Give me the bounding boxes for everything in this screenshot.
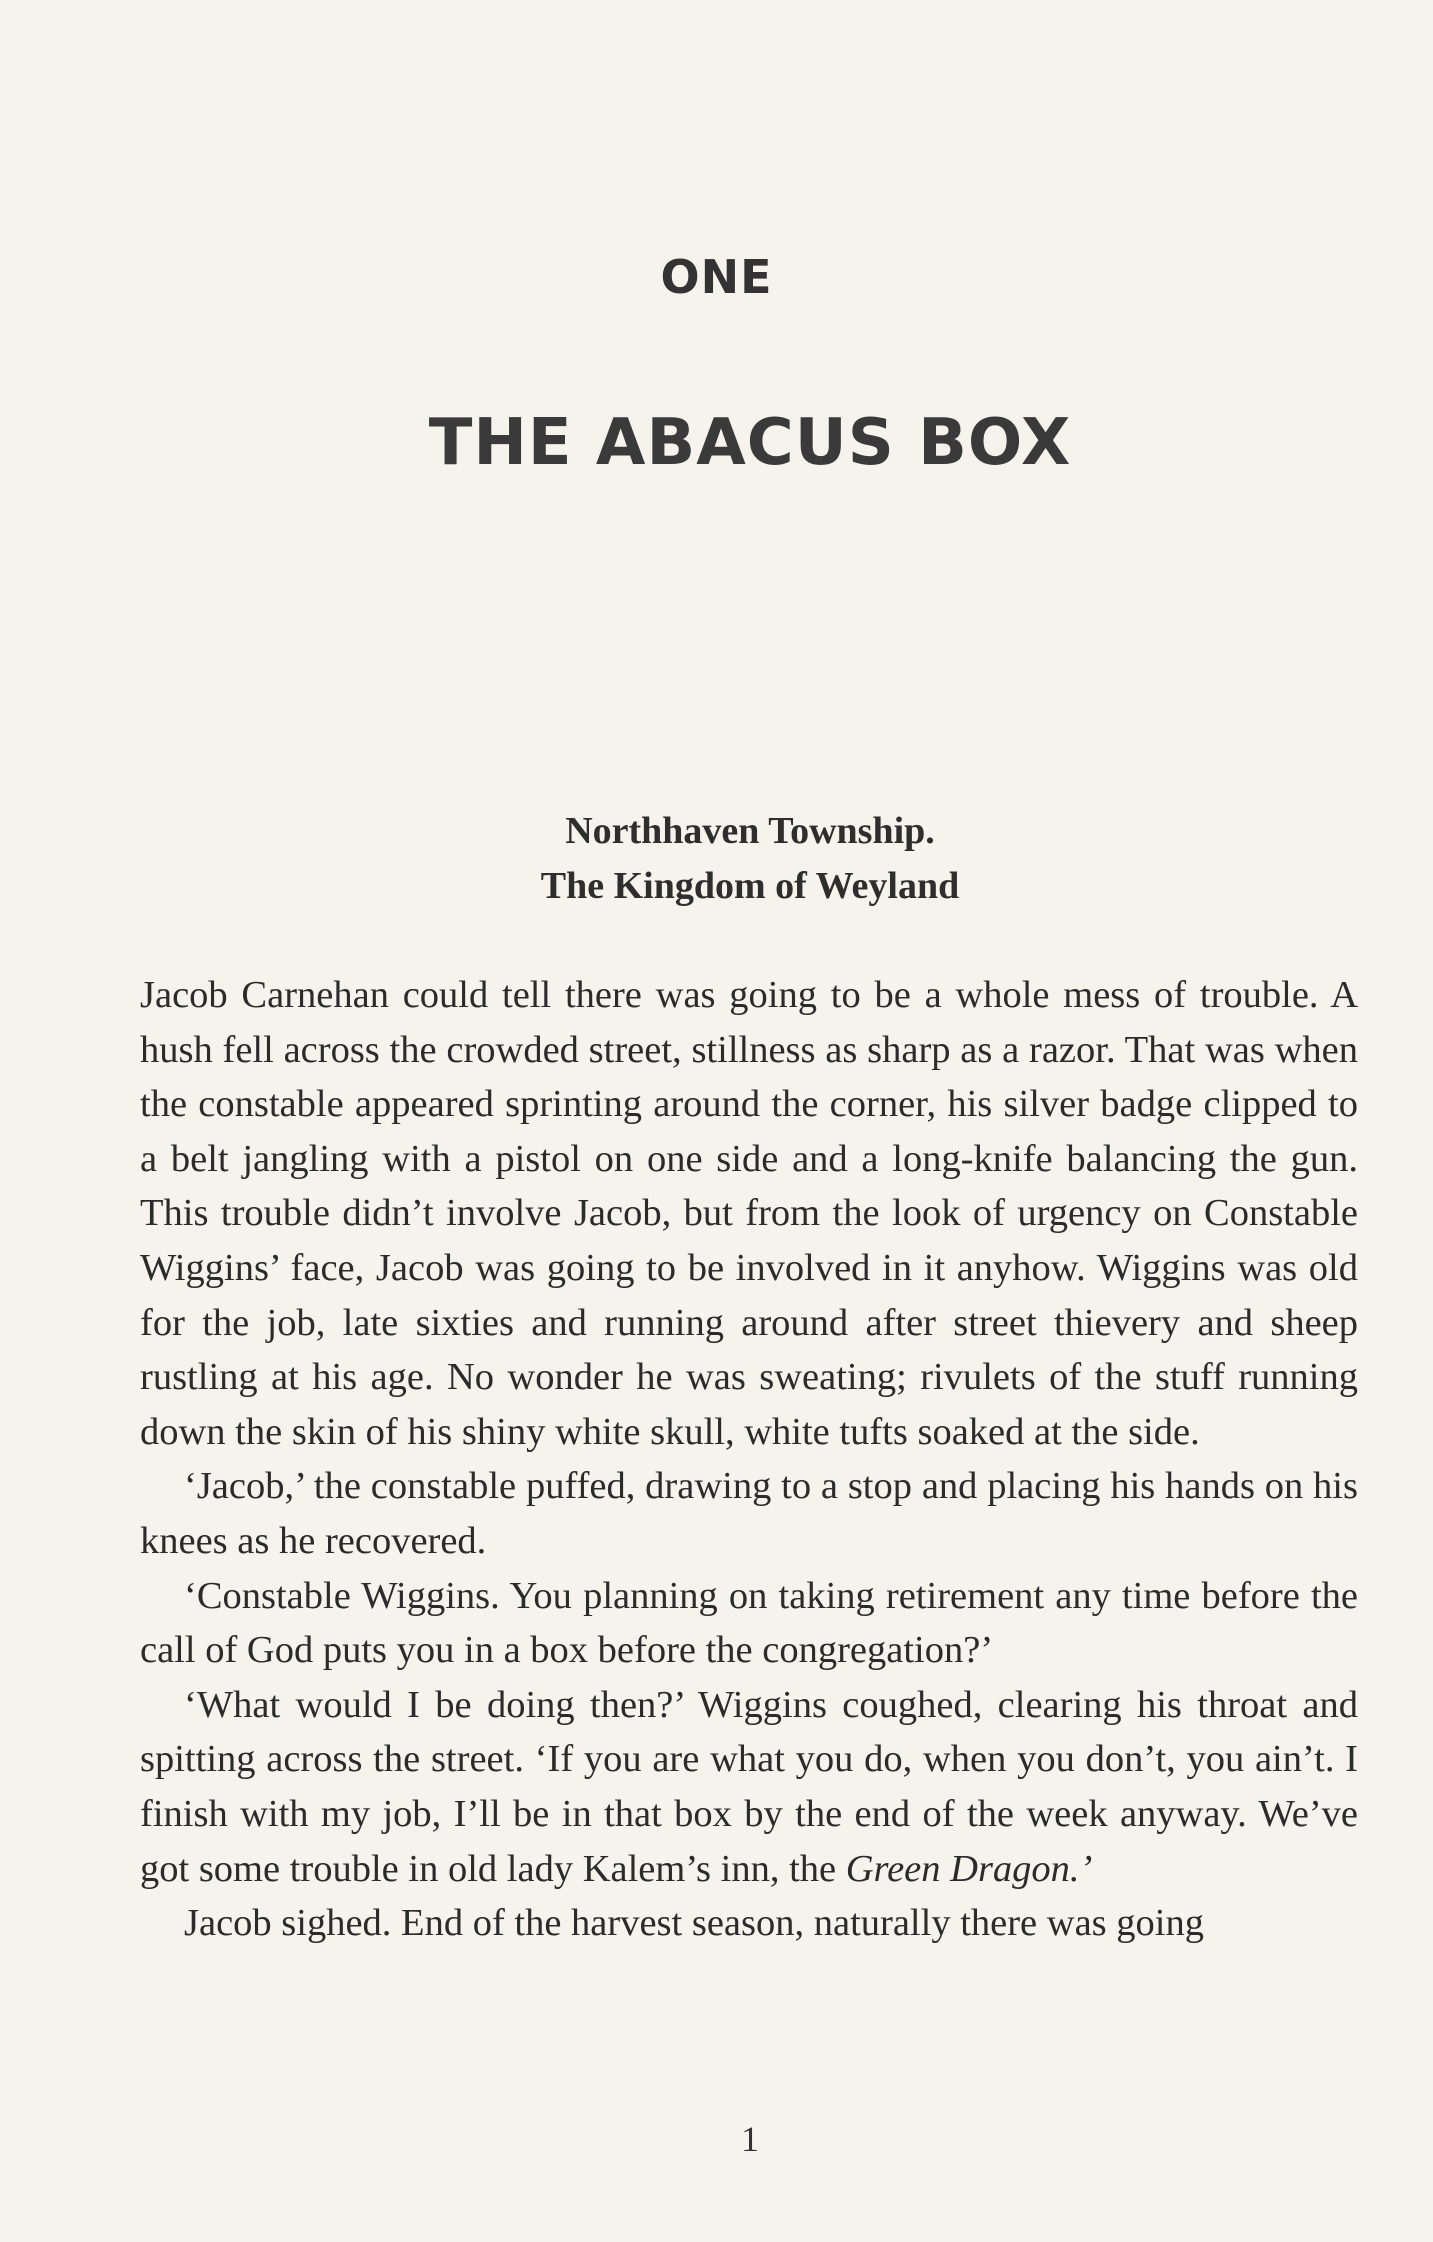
- paragraph-3: ‘Constable Wiggins. You planning on taking retirement any time before the call of God puts you in a box before the congregation?’: [140, 1574, 1358, 1672]
- chapter-title: THE ABACUS BOX: [428, 406, 1072, 480]
- paragraph-4-text: ‘What would I be doing then?’ Wiggins coughed, clearing his throat and spitting across the street. ‘If you are what you do, when you don’t, you ain’t. I finish with my job, I’ll be in that box by the end of the week anyway. We’ve got some trouble in old lady Kalem’s inn, the: [140, 1683, 1358, 1890]
- paragraph-2: ‘Jacob,’ the constable puffed, drawing to a stop and placing his hands on his knees as he recovered.: [140, 1465, 1358, 1562]
- paragraph-1: Jacob Carnehan could tell there was going to be a whole mess of trouble. A hush fell across the crowded street, stillness as sharp as a razor. That was when the constable appeared sprinting around the corner, his silver badge clipped to a belt jangling with a pistol on one side and a long-knife balancing the gun. This trouble didn’t involve Jacob, but from the look of urgency on Constable Wiggins’ face, Jacob was going to be involved in it anyhow. Wiggins was old for the job, late sixties and running around after street thievery and sheep rustling at his age. No wonder he was sweating; rivulets of the stuff running down the skin of his shiny white skull, white tufts soaked at the side.: [140, 974, 1358, 1453]
- page-number: 1: [741, 2119, 759, 2159]
- location-line-kingdom: The Kingdom of Weyland: [540, 865, 960, 907]
- body-text: [140, 968, 1358, 1951]
- location-line-township: Northhaven Township.: [565, 810, 935, 852]
- location-heading: [0, 804, 1433, 914]
- paragraph-4: [140, 1678, 1358, 1896]
- paragraph-5: Jacob sighed. End of the harvest season, naturally there was going: [184, 1902, 1204, 1945]
- chapter-number: ONE: [660, 250, 773, 304]
- inn-name: Green Dragon.’: [845, 1847, 1093, 1890]
